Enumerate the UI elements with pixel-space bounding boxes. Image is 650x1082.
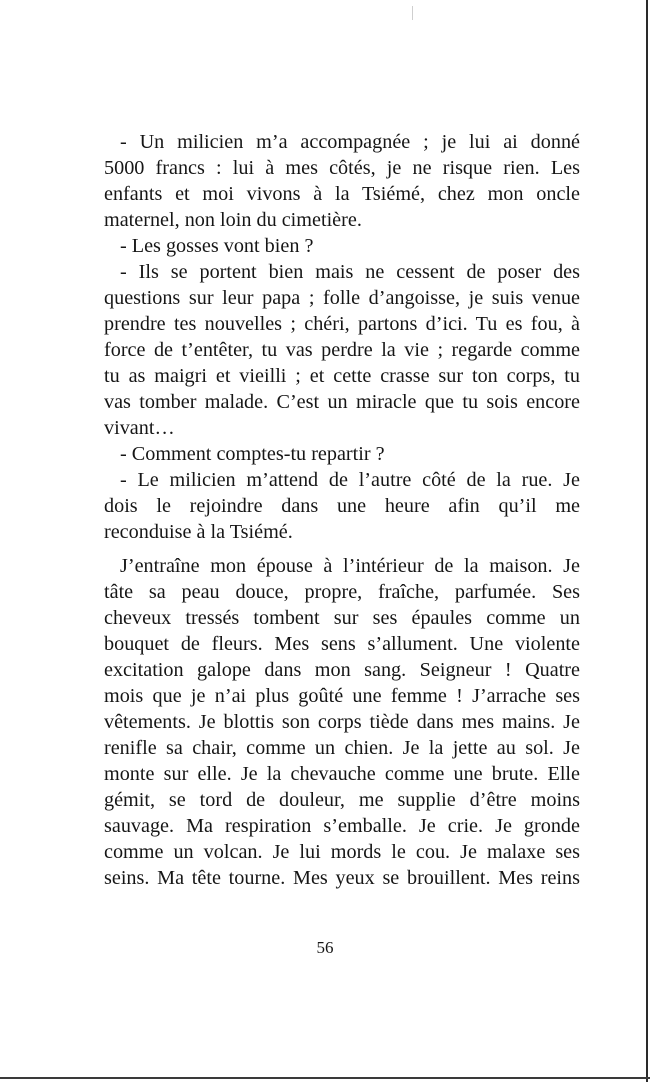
text-line: enfants et moi vivons à la Tsiémé, chez mon oncle bbox=[104, 183, 580, 205]
text-line: - Comment comptes-tu repartir ? bbox=[120, 443, 385, 465]
text-line: 5000 francs : lui à mes côtés, je ne risque rien. Les bbox=[104, 157, 580, 179]
text-line: force de t’entêter, tu vas perdre la vie ; regarde comme bbox=[104, 339, 580, 361]
scan-edge bbox=[646, 0, 648, 1082]
text-line: - Les gosses vont bien ? bbox=[120, 235, 314, 257]
text-line: - Un milicien m’a accompagnée ; je lui ai donné bbox=[120, 131, 580, 153]
text-line: vivant… bbox=[104, 417, 175, 439]
text-line: monte sur elle. Je la chevauche comme une brute. Elle bbox=[104, 763, 580, 785]
text-line: sauvage. Ma respiration s’emballe. Je crie. Je gronde bbox=[104, 815, 580, 837]
text-line: gémit, se tord de douleur, me supplie d’être moins bbox=[104, 789, 580, 811]
text-line: excitation galope dans mon sang. Seigneur ! Quatre bbox=[104, 659, 580, 681]
text-line: reconduise à la Tsiémé. bbox=[104, 521, 293, 543]
text-line: - Ils se portent bien mais ne cessent de poser des bbox=[120, 261, 580, 283]
text-line: vas tomber malade. C’est un miracle que tu sois encore bbox=[104, 391, 580, 413]
narrative-paragraph bbox=[104, 553, 580, 891]
text-line: maternel, non loin du cimetière. bbox=[104, 209, 362, 231]
text-line: renifle sa chair, comme un chien. Je la jette au sol. Je bbox=[104, 737, 580, 759]
page-number: 56 bbox=[316, 938, 334, 957]
text-line: tâte sa peau douce, propre, fraîche, parfumée. Ses bbox=[104, 581, 580, 603]
text-line: questions sur leur papa ; folle d’angoisse, je suis venue bbox=[104, 287, 580, 309]
dialogue-block bbox=[104, 129, 580, 545]
text-line: tu as maigri et vieilli ; et cette crasse sur ton corps, tu bbox=[104, 365, 580, 387]
scan-artifact bbox=[412, 6, 413, 20]
text-line: J’entraîne mon épouse à l’intérieur de la maison. Je bbox=[120, 555, 580, 577]
text-line: comme un volcan. Je lui mords le cou. Je malaxe ses bbox=[104, 841, 580, 863]
text-line: mois que je n’ai plus goûté une femme ! J’arrache ses bbox=[104, 685, 580, 707]
text-line: vêtements. Je blottis son corps tiède dans mes mains. Je bbox=[104, 711, 580, 733]
text-line: dois le rejoindre dans une heure afin qu’il me bbox=[104, 495, 580, 517]
text-line: seins. Ma tête tourne. Mes yeux se brouillent. Mes reins bbox=[104, 867, 580, 889]
text-line: - Le milicien m’attend de l’autre côté de la rue. Je bbox=[120, 469, 580, 491]
scan-edge bbox=[0, 1077, 650, 1079]
text-line: bouquet de fleurs. Mes sens s’allument. Une violente bbox=[104, 633, 580, 655]
text-line: cheveux tressés tombent sur ses épaules comme un bbox=[104, 607, 580, 629]
text-line: prendre tes nouvelles ; chéri, partons d’ici. Tu es fou, à bbox=[104, 313, 580, 335]
